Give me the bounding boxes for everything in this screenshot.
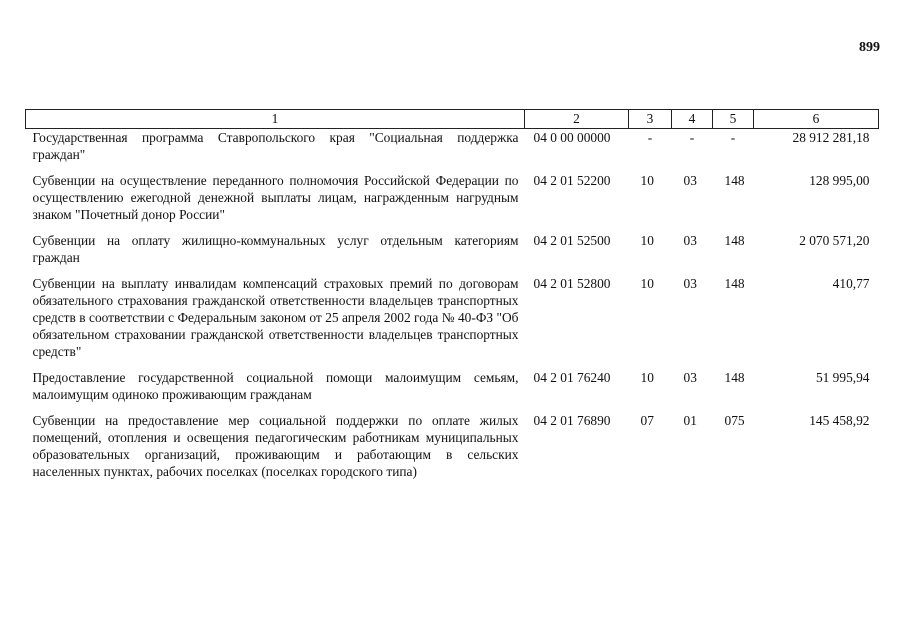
row-expense-type: 075: [724, 413, 745, 428]
row-subsection: -: [689, 130, 695, 145]
row-code: 04 2 01 52800: [533, 276, 611, 291]
table-row: [26, 412, 879, 489]
row-name: Субвенции на выплату инвалидам компенсаций страховых премий по договорам обязательного страхования гражданской ответственности владельцев транспортных средств в соответствии с Федеральным законом от 25 апреля 2002 года № 40-ФЗ "Об обязательном страховании гражданской ответственности владельцев транспортных средств": [32, 276, 519, 359]
row-code: 04 0 00 00000: [533, 130, 611, 145]
column-header-1: 1: [26, 110, 525, 129]
row-amount: 51 995,94: [815, 370, 870, 385]
row-name: Государственная программа Ставропольского края "Социальная поддержка граждан": [32, 130, 519, 162]
row-subsection: 03: [683, 173, 697, 188]
row-subsection: 03: [683, 370, 697, 385]
row-expense-type: 148: [724, 370, 745, 385]
row-name: Субвенции на предоставление мер социальной поддержки по оплате жилых помещений, отопления и освещения педагогическим работникам муниципальных образовательных организаций, проживающим и работающим в сельских населенных пунктах, рабочих поселках (поселках городского типа): [32, 413, 519, 479]
row-subsection: 01: [683, 413, 697, 428]
row-name: Субвенции на оплату жилищно-коммунальных услуг отдельным категориям граждан: [32, 233, 519, 265]
column-header-4: 4: [672, 110, 713, 129]
row-amount: 410,77: [832, 276, 870, 291]
row-section: -: [647, 130, 653, 145]
row-expense-type: 148: [724, 233, 745, 248]
row-section: 10: [640, 276, 654, 291]
row-name: Предоставление государственной социальной помощи малоимущим семьям, малоимущим одиноко проживающим гражданам: [32, 370, 519, 402]
row-expense-type: -: [730, 130, 736, 145]
column-header-2: 2: [525, 110, 629, 129]
row-code: 04 2 01 52200: [533, 173, 611, 188]
budget-table: [25, 109, 879, 489]
row-code: 04 2 01 52500: [533, 233, 611, 248]
table-row: [26, 172, 879, 232]
row-amount: 128 995,00: [809, 173, 870, 188]
row-expense-type: 148: [724, 173, 745, 188]
table-row: [26, 232, 879, 275]
row-amount: 145 458,92: [809, 413, 870, 428]
row-code: 04 2 01 76240: [533, 370, 611, 385]
column-header-5: 5: [713, 110, 754, 129]
row-section: 10: [640, 370, 654, 385]
row-section: 10: [640, 233, 654, 248]
row-code: 04 2 01 76890: [533, 413, 611, 428]
row-section: 07: [640, 413, 654, 428]
table-header: [26, 110, 879, 129]
row-subsection: 03: [683, 233, 697, 248]
column-header-6: 6: [754, 110, 879, 129]
row-amount: 2 070 571,20: [799, 233, 870, 248]
row-amount: 28 912 281,18: [792, 130, 870, 145]
row-expense-type: 148: [724, 276, 745, 291]
column-header-3: 3: [629, 110, 672, 129]
table-row: [26, 369, 879, 412]
table-row: [26, 129, 879, 173]
table-body: [26, 129, 879, 490]
table-row: [26, 275, 879, 369]
header-row: [26, 110, 879, 129]
row-name: Субвенции на осуществление переданного полномочия Российской Федерации по осуществлению ежегодной денежной выплаты лицам, награжденным нагрудным знаком "Почетный донор России": [32, 173, 519, 222]
row-subsection: 03: [683, 276, 697, 291]
page-number: 899: [859, 40, 880, 55]
row-section: 10: [640, 173, 654, 188]
